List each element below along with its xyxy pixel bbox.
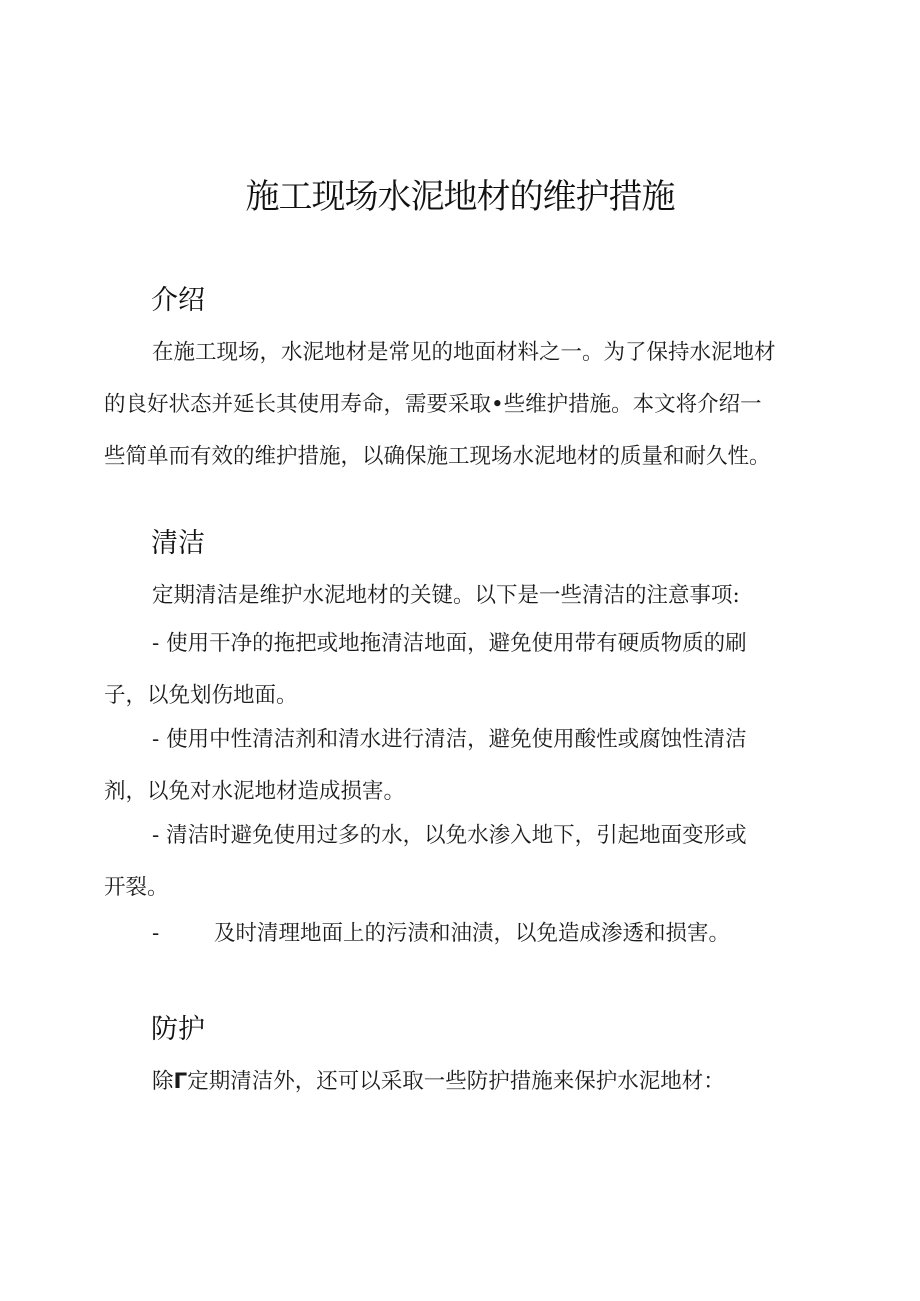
section-heading-cleaning: 清洁 bbox=[151, 528, 205, 559]
list-item-line: 子，以免划伤地面。 bbox=[104, 683, 298, 708]
paragraph-line bbox=[104, 1056, 820, 1108]
list-item-line: - 清洁时避免使用过多的水，以免水渗入地下，引起地面变形或 bbox=[152, 823, 747, 848]
paragraph-text: 定期清洁外，还可以采取一些防护措施来保护水泥地材： bbox=[187, 1069, 725, 1094]
list-item-line: - 及时清理地面上的污渍和油渍，以免造成渗透和损害。 bbox=[152, 921, 730, 946]
paragraph-line: 的良好状态并延长其使用寿命，需要采取•些维护措施。本文将介绍一 bbox=[104, 392, 762, 417]
cleaning-item-2 bbox=[104, 714, 820, 818]
protection-paragraph bbox=[104, 1056, 820, 1108]
cleaning-item-3 bbox=[104, 810, 820, 914]
intro-paragraph bbox=[104, 327, 820, 483]
paragraph-line: 些简单而有效的维护措施，以确保施工现场水泥地材的质量和耐久性。 bbox=[104, 444, 771, 469]
document-title: 施工现场水泥地材的维护措施 bbox=[245, 177, 675, 217]
section-heading-protection: 防护 bbox=[151, 1014, 205, 1045]
section-heading-intro: 介绍 bbox=[151, 285, 205, 316]
paragraph-text: 除 bbox=[152, 1069, 174, 1094]
cleaning-item-1 bbox=[104, 618, 820, 722]
paragraph-line: 定期清洁是维护水泥地材的关键。以下是一些清洁的注意事项: bbox=[152, 583, 740, 608]
list-item-line: - 使用中性清洁剂和清水进行清洁，避免使用酸性或腐蚀性清洁 bbox=[152, 727, 747, 752]
stray-glyph: Γ bbox=[173, 1069, 188, 1094]
paragraph-line: 在施工现场，水泥地材是常见的地面材料之一。为了保持水泥地材 bbox=[152, 340, 776, 365]
list-item-line: - 使用干净的拖把或地拖清洁地面，避免使用带有硬质物质的刷 bbox=[152, 631, 747, 656]
list-item-line: 开裂。 bbox=[104, 875, 169, 900]
cleaning-item-4 bbox=[104, 908, 820, 960]
cleaning-paragraph bbox=[104, 570, 820, 622]
list-item-line: 剂，以免对水泥地材造成损害。 bbox=[104, 779, 406, 804]
